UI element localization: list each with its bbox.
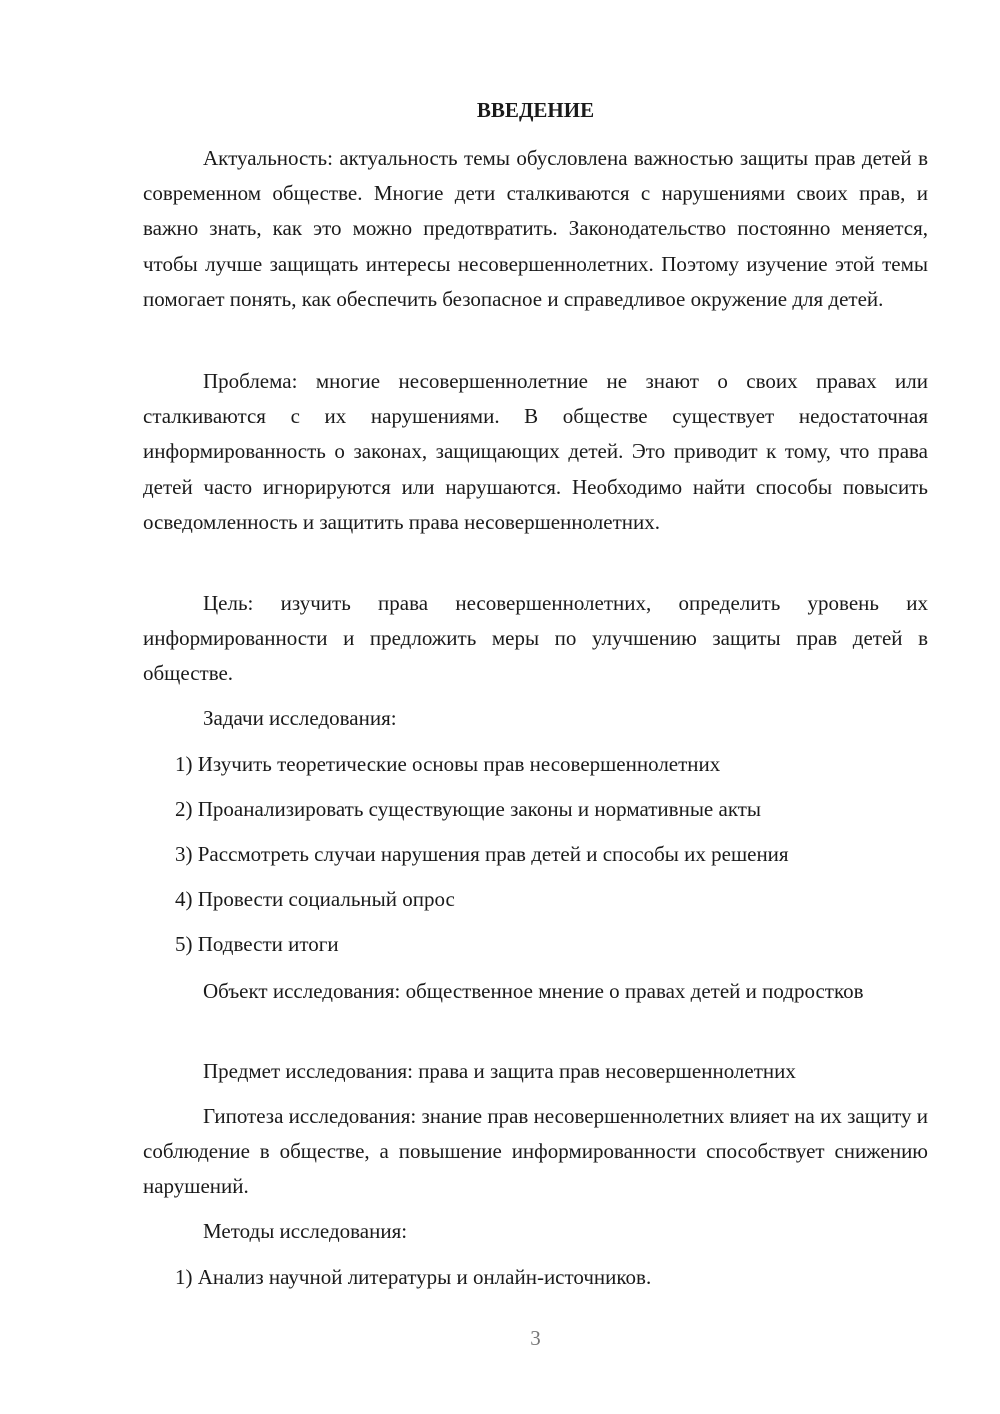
method-item-1: 1) Анализ научной литературы и онлайн-источников. (175, 1265, 652, 1289)
hypothesis-paragraph: Гипотеза исследования: знание прав несовершеннолетних влияет на их защиту и соблюдение в обществе, а повышение информированности способствует снижению нарушений. (143, 1104, 928, 1199)
subject-paragraph: Предмет исследования: права и защита прав несовершеннолетних (203, 1059, 796, 1083)
page-number: 3 (530, 1326, 541, 1350)
problem-paragraph: Проблема: многие несовершеннолетние не знают о своих правах или сталкиваются с их нарушениями. В обществе существует недостаточная информированность о законах, защищающих детей. Это приводит к тому, что права детей часто игнорируются или нарушаются. Необходимо найти способы повысить осведомленность и защитить права несовершеннолетних. (143, 369, 928, 534)
section-title: ВВЕДЕНИЕ (476, 98, 595, 122)
tasks-heading: Задачи исследования: (203, 706, 397, 730)
task-item-5: 5) Подвести итоги (175, 932, 339, 956)
task-item-4: 4) Провести социальный опрос (175, 887, 455, 911)
task-item-1: 1) Изучить теоретические основы прав несовершеннолетних (175, 752, 721, 776)
methods-heading: Методы исследования: (203, 1219, 408, 1243)
task-item-3: 3) Рассмотреть случаи нарушения прав детей и способы их решения (175, 842, 789, 866)
task-item-2: 2) Проанализировать существующие законы и нормативные акты (175, 797, 762, 821)
relevance-paragraph: Актуальность: актуальность темы обусловлена важностью защиты прав детей в современном обществе. Многие дети сталкиваются с нарушениями своих прав, и важно знать, как это можно предотвратить. Законодательство постоянно меняется, чтобы лучше защищать интересы несовершеннолетних. Поэтому изучение этой темы помогает понять, как обеспечить безопасное и справедливое окружение для детей. (143, 146, 928, 311)
goal-paragraph: Цель: изучить права несовершеннолетних, определить уровень их информированности и предложить меры по улучшению защиты прав детей в обществе. (143, 591, 928, 686)
object-paragraph: Объект исследования: общественное мнение о правах детей и подростков (203, 979, 864, 1003)
